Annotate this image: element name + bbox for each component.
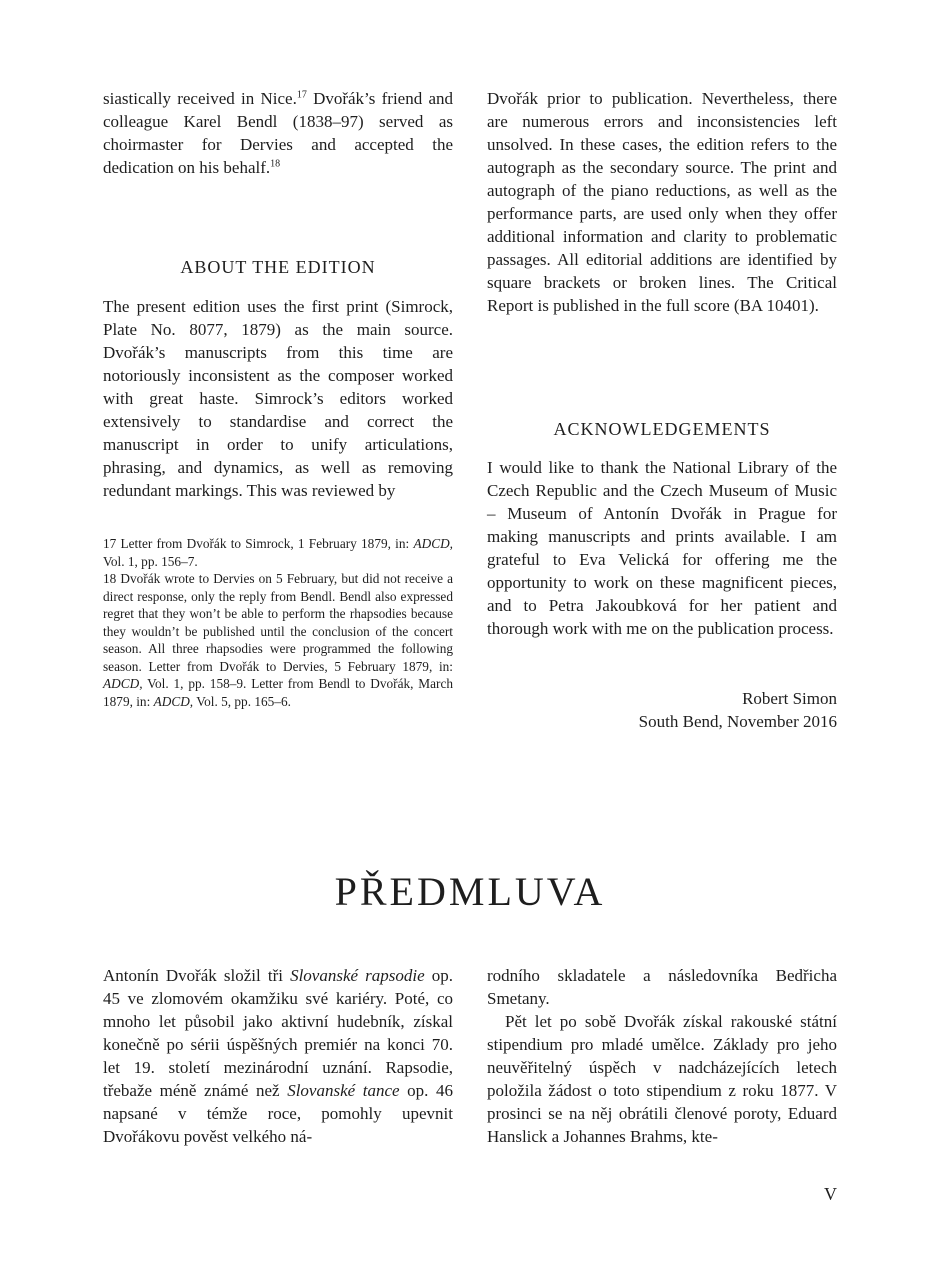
predmluva-col1: [103, 964, 453, 1148]
text-span: 17 Letter from Dvořák to Simrock, 1 February 1879, in:: [103, 536, 414, 551]
paragraph: [103, 87, 453, 179]
acknowledgements-heading: ACKNOWLEDGEMENTS: [553, 419, 771, 439]
author-name: Robert Simon: [742, 689, 837, 708]
place-date: South Bend, November 2016: [638, 712, 837, 731]
text-span: Vol. 1, pp. 158–9. Letter from Bendl to Dvořák, March 1879, in:: [103, 676, 453, 709]
text-span: op. 45 ve zlomovém okamžiku své kariéry. Poté, co mnoho let působil jako aktivní hudebník, získal konečně po sérii úspěšných premiér na konci 70. let 19. století mezinárodní uznání. Rapsodie, třebaže méně známé než: [103, 966, 453, 1100]
paragraph: The present edition uses the first print (Simrock, Plate No. 8077, 1879) as the main source. Dvořák’s manuscripts from this time are notoriously inconsistent as the composer worked with great haste. Simrock’s editors worked extensively to standardise and correct the manuscript in order to unify articulations, phrasing, and dynamics, as well as removing redundant markings. This was reviewed by: [103, 297, 453, 500]
col1-top-text: [103, 87, 453, 179]
predmluva-col2: [487, 964, 837, 1148]
text-span: siastically received in Nice.: [103, 89, 297, 108]
text-span: Vol. 1, pp. 156–7.: [103, 553, 198, 569]
text-span: 18 Dvořák wrote to Dervies on 5 February, but did not receive a direct response, only the reply from Bendl. Bendl also expressed regret that they won’t be able to perform the rhapsodies because they wouldn’t be published until the conclusion of the concert season. All three rhapsodies were programmed the following season. Letter from Dvořák to Dervies, 5 February 1879, in:: [103, 571, 453, 674]
signature: [487, 687, 837, 733]
paragraph: [103, 964, 453, 1148]
paragraph: rodního skladatele a následovníka Bedřicha Smetany.: [487, 966, 837, 1008]
italic-span: ADCD,: [153, 693, 194, 709]
paragraph: Pět let po sobě Dvořák získal rakouské státní stipendium pro mladé umělce. Základy pro jeho neuvěřitelný úspěch v nadcházejících letech položila žádost o toto stipendium z roku 1877. V prosinci se na něj obrátili členové poroty, Eduard Hanslick a Johannes Brahms, kte-: [487, 1012, 837, 1146]
footnote-18: [103, 570, 453, 710]
col2-top-text: [487, 87, 837, 317]
predmluva-title: PŘEDMLUVA: [334, 869, 606, 914]
text-span: Vol. 5, pp. 165–6.: [193, 693, 291, 709]
italic-span: Slovanské rapsodie: [290, 966, 425, 985]
paragraph: Dvořák prior to publication. Nevertheless, there are numerous errors and inconsistencies left unsolved. In these cases, the edition refers to the autograph as the secondary source. The print and autograph of the piano reductions, as well as the performance parts, are used only when they offer additional information and clarity to problematic passages. All editorial additions are identified by square brackets or broken lines. The Critical Report is published in the full score (BA 10401).: [487, 89, 837, 315]
footnote-ref-17[interactable]: 17: [296, 89, 307, 101]
text-span: Antonín Dvořák složil tři: [103, 966, 291, 985]
text-span: op. 46 napsané v témže roce, pomohly upevnit Dvořákovu pověst velkého ná-: [103, 1081, 454, 1146]
page-number: V: [824, 1184, 837, 1204]
italic-span: ADCD,: [103, 676, 143, 691]
about-heading: ABOUT THE EDITION: [180, 257, 376, 277]
footnotes: [103, 535, 453, 710]
paragraph: I would like to thank the National Library of the Czech Republic and the Czech Museum of Music – Museum of Antonín Dvořák in Prague for making manuscripts and prints available. I am grateful to Eva Velická for offering me the opportunity to work on these magnificent pieces, and to Petra Jakoubková for her patient and thorough work with me on the publication process.: [487, 458, 837, 638]
italic-span: Slovanské tance: [287, 1081, 400, 1100]
footnote-17: [103, 535, 453, 570]
acknowledgements-text: [487, 456, 837, 640]
footnote-ref-18[interactable]: 18: [270, 158, 281, 170]
about-text: [103, 295, 453, 502]
italic-span: ADCD,: [413, 536, 453, 551]
text-span: Dvořák’s friend and colleague Karel Bendl (1838–97) served as choirmaster for Dervies and accepted the dedication on his behalf.: [103, 89, 453, 177]
